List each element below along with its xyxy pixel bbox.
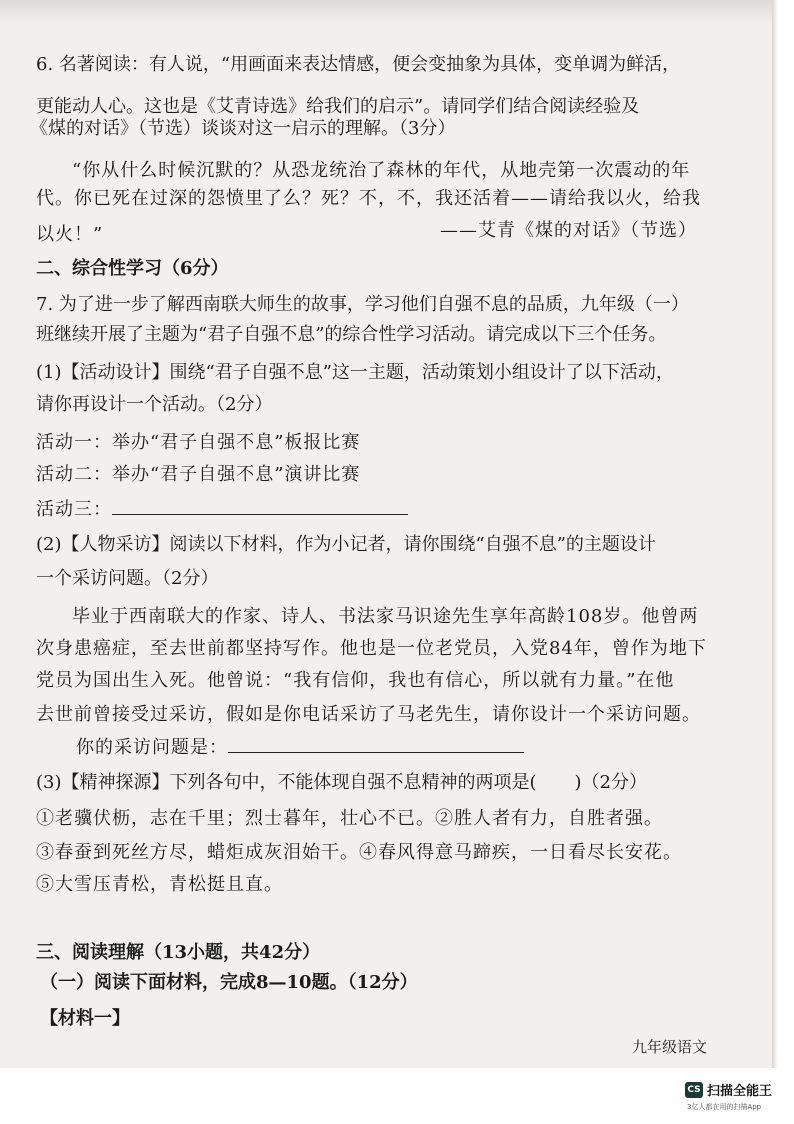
footer-grade: 九年级语文 (632, 1038, 708, 1056)
poem-attribution: ——艾青《煤的对话》（节选） (440, 220, 697, 241)
q7-part3 (36, 770, 647, 796)
poem-line3: 以火！” (36, 224, 104, 245)
q7-part1-line2: 请你再设计一个活动。（2分） (36, 394, 273, 415)
q7-part3-text: (3)【精神探源】下列各句中，不能体现自强不息精神的两项是( (36, 772, 537, 793)
q7-part2-line2: 一个采访问题。（2分） (36, 568, 219, 589)
q7-part3-score: )（2分） (574, 772, 648, 793)
option-line1: ①老骥伏枥，志在千里；烈士暮年，壮心不已。②胜人者有力，自胜者强。 (36, 808, 663, 829)
q6-line1: 6. 名著阅读：有人说，“用画面来表达情感，便会变抽象为具体，变单调为鲜活， (36, 54, 681, 75)
brand-name: 扫描全能王 (707, 1084, 773, 1099)
option-line2: ③春蚕到死丝方尽，蜡炬成灰泪始干。④春风得意马蹄疾，一日看尽长安花。 (36, 842, 682, 863)
q6-line2: 更能动人心。这也是《艾青诗选》给我们的启示”。请同学们结合阅读经验及 (36, 96, 640, 117)
q7-line2: 班继续开展了主题为“君子自强不息”的综合性学习活动。请完成以下三个任务。 (36, 324, 667, 345)
q7-part2-line1: (2)【人物采访】阅读以下材料，作为小记者，请你围绕“自强不息”的主题设计 (36, 534, 656, 555)
interview-answer-blank[interactable] (228, 734, 524, 753)
activity-2: 活动二：举办“君子自强不息”演讲比赛 (36, 464, 361, 485)
section2-heading: 二、综合性学习（6分） (36, 258, 229, 279)
activity-3-label: 活动三： (36, 499, 112, 520)
interview-label: 你的采访问题是： (76, 737, 228, 758)
brand-tagline: 3亿人都在用的扫描App (687, 1103, 762, 1111)
scan-shadow (0, 0, 778, 24)
material-line3: 党员为国出生入死。他曾说：“我有信仰，我也有信心，所以就有力量。”在他 (36, 670, 675, 691)
q6-line3: 《煤的对话》（节选）谈谈对这一启示的理解。（3分） (30, 118, 456, 139)
material-line1: 毕业于西南联大的作家、诗人、书法家马识途先生享年高龄108岁。他曾两 (72, 606, 699, 627)
q7-part1-line1: (1)【活动设计】围绕“君子自强不息”这一主题，活动策划小组设计了以下活动， (36, 362, 674, 383)
section3-heading: 三、阅读理解（13小题，共42分） (36, 942, 321, 963)
material-line2: 次身患癌症，至去世前都坚持写作。他也是一位老党员，入党84年，曾作为地下 (36, 638, 707, 659)
scanner-brand (685, 1080, 772, 1099)
material-1-label: 【材料一】 (40, 1008, 130, 1029)
activity-3 (36, 496, 408, 523)
activity-3-answer-blank[interactable] (112, 496, 408, 515)
option-line3: ⑤大雪压青松，青松挺且直。 (36, 874, 283, 895)
poem-line2: 代。你已死在过深的怨愤里了么？死？不，不，我还活着——请给我以火，给我 (36, 188, 701, 209)
interview-question (76, 734, 524, 761)
camscanner-logo-icon: CS (685, 1082, 703, 1098)
q7-line1: 7. 为了进一步了解西南联大师生的故事，学习他们自强不息的品质，九年级（一） (36, 294, 689, 315)
poem-line1: “你从什么时候沉默的？从恐龙统治了森林的年代，从地壳第一次震动的年 (72, 160, 691, 181)
section3-sub1: （一）阅读下面材料，完成8—10题。（12分） (40, 972, 418, 993)
activity-1: 活动一：举办“君子自强不息”板报比赛 (36, 432, 361, 453)
material-line4: 去世前曾接受过采访，假如是你电话采访了马老先生，请你设计一个采访问题。 (36, 704, 701, 725)
